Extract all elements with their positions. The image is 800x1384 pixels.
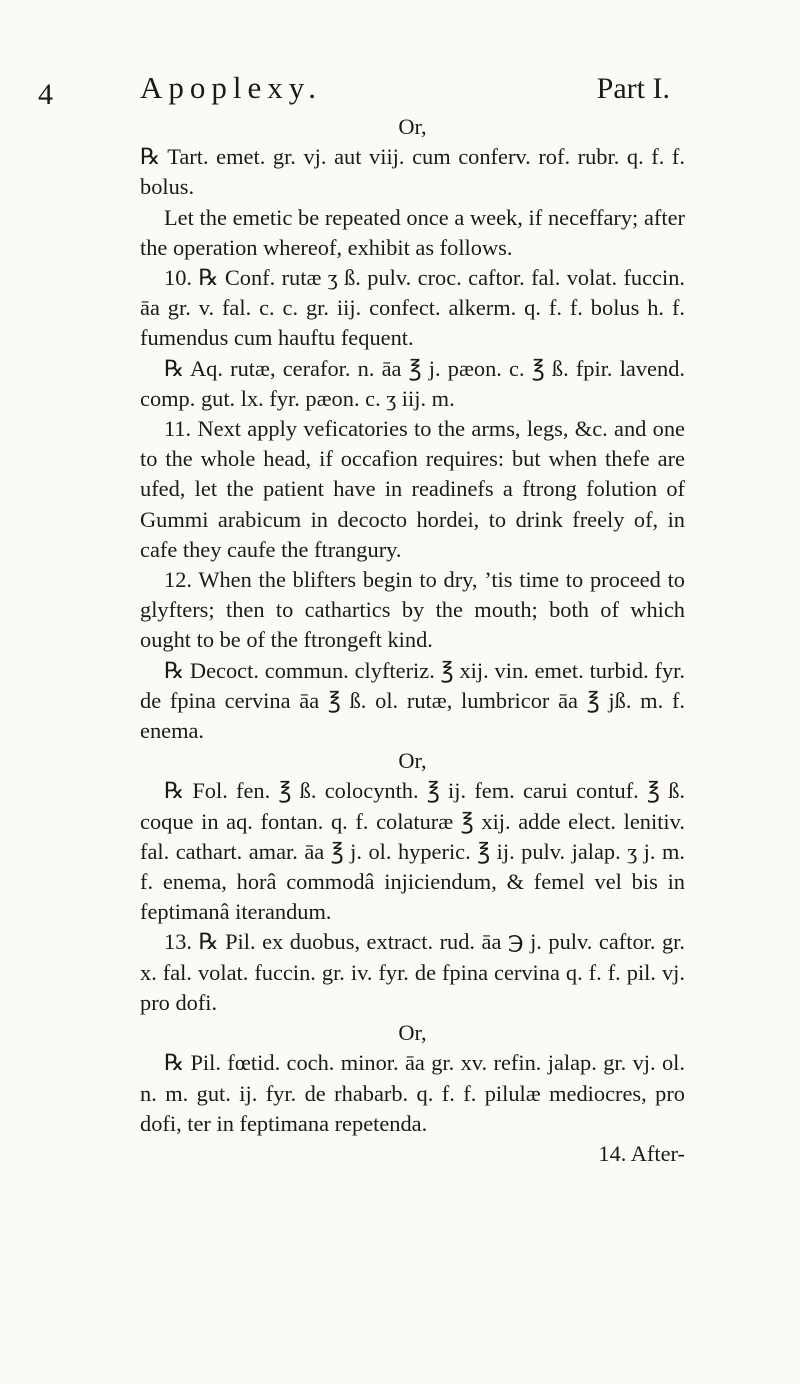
part-label: Part I. <box>596 72 670 105</box>
paragraph-emetic-repeat: Let the emetic be repeated once a week, if neceffary; after the operation whereof, exhibit as follows. <box>140 204 685 260</box>
page-number: 4 <box>38 78 53 111</box>
prescription-emetic-bolus: ℞ Tart. emet. gr. vj. aut viij. cum conferv. rof. rubr. q. f. f. bolus. <box>140 144 685 200</box>
running-title: Apoplexy. <box>140 70 322 105</box>
or-separator: Or, <box>398 1020 427 1046</box>
paragraph-11-vesicatories: 11. Next apply veficatories to the arms, legs, &c. and one to the whole head, if occafion requires: but when thefe are ufed, let the patient have in readinefs a ftrong folution of Gummi arabicum in decocto hordei, to drink freely of, in cafe they caufe the ftrangury. <box>140 416 685 562</box>
body-text <box>140 112 685 1169</box>
or-separator: Or, <box>398 114 427 139</box>
paragraph-10-bolus: 10. ℞ Conf. rutæ ʒ ß. pulv. croc. caftor. fal. volat. fuccin. āa gr. v. fal. c. c. gr. iij. confect. alkerm. q. f. f. bolus h. f. fumendus cum hauftu fequent. <box>140 265 685 351</box>
prescription-enema: ℞ Decoct. commun. clyfteriz. ℥ xij. vin. emet. turbid. fyr. de fpina cervina āa ℥ ß. ol. rutæ, lumbricor āa ℥ jß. m. f. enema. <box>140 657 685 744</box>
prescription-enema-alternative: ℞ Fol. fen. ℥ ß. colocynth. ℥ ij. fem. carui contuf. ℥ ß. coque in aq. fontan. q. f. colaturæ ℥ xij. adde elect. lenitiv. fal. cathart. amar. āa ℥ j. ol. hyperic. ℥ ij. pulv. jalap. ʒ j. m. f. enema, horâ commodâ injiciendum, & femel vel bis in feptimanâ iterandum. <box>140 778 685 925</box>
running-header <box>140 70 670 106</box>
or-separator: Or, <box>398 748 427 774</box>
prescription-draught: ℞ Aq. rutæ, cerafor. n. āa ℥ j. pæon. c. ℥ ß. fpir. lavend. comp. gut. lx. fyr. pæon. c. ʒ iij. m. <box>140 355 685 411</box>
paragraph-13-pills: 13. ℞ Pil. ex duobus, extract. rud. āa ℈ j. pulv. caftor. gr. x. fal. volat. fuccin. gr. iv. fyr. de fpina cervina q. f. f. pil. vj. pro dofi. <box>140 929 685 1015</box>
paragraph-12-glysters: 12. When the blifters begin to dry, ’tis time to proceed to glyfters; then to cathartics by the mouth; both of which ought to be of the ftrongeft kind. <box>140 567 685 653</box>
prescription-pills-alternative: ℞ Pil. fœtid. coch. minor. āa gr. xv. refin. jalap. gr. vj. ol. n. m. gut. ij. fyr. de rhabarb. q. f. f. pilulæ mediocres, pro dofi, ter in feptimana repetenda. <box>140 1050 685 1136</box>
catchword: 14. After- <box>598 1140 685 1166</box>
